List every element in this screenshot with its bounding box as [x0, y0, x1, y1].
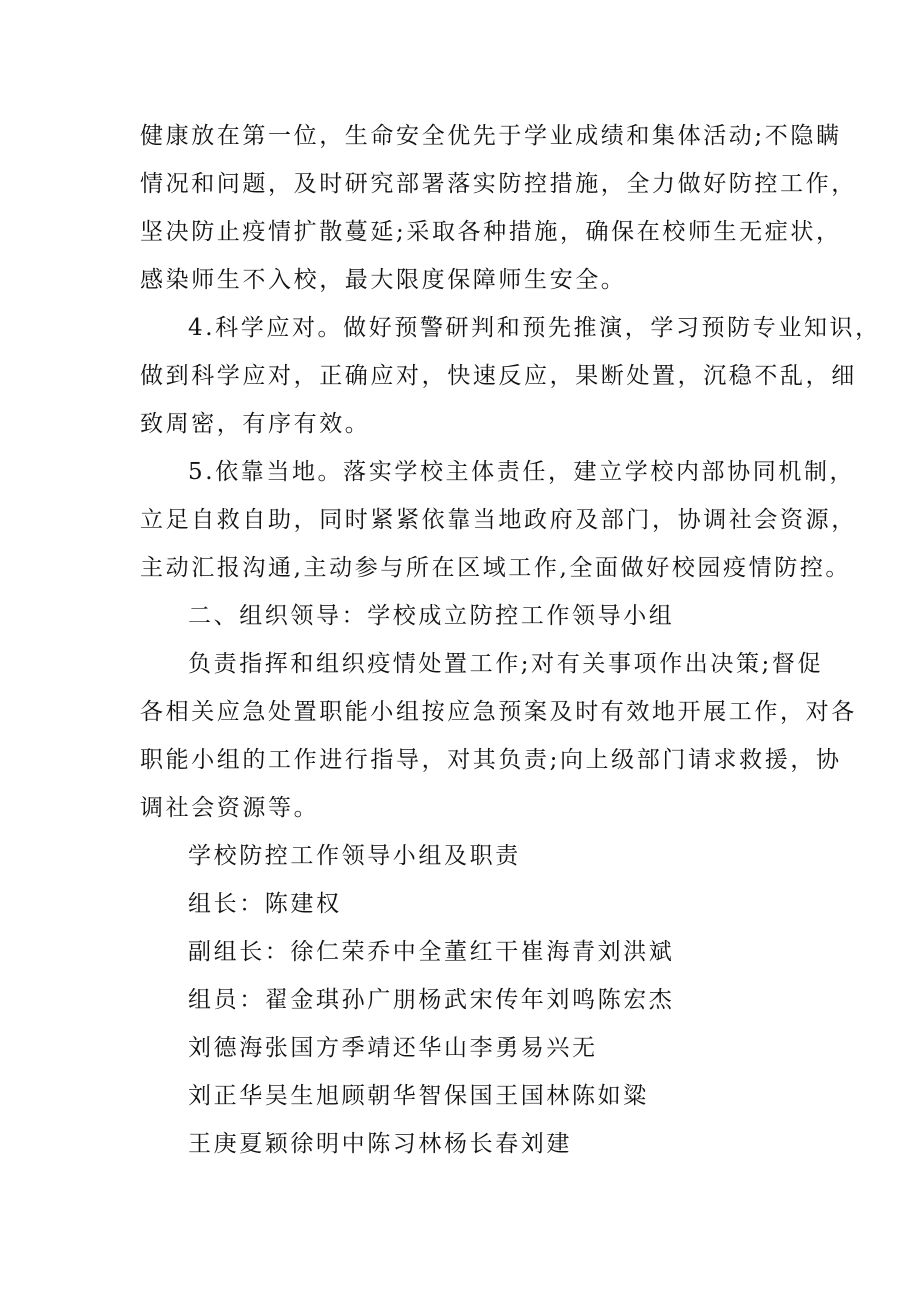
- text-line: 各相关应急处置职能小组按应急预案及时有效地开展工作，对各: [140, 699, 857, 725]
- text-line: 主动汇报沟通,主动参与所在区域工作,全面做好校园疫情防控。: [140, 555, 852, 581]
- text-line: 情况和问题，及时研究部署落实防控措施，全力做好防控工作，: [140, 171, 857, 197]
- members-line: 组员：翟金琪孙广朋杨武宋传年刘鸣陈宏杰: [188, 987, 675, 1013]
- text-line: 健康放在第一位，生命安全优先于学业成绩和集体活动;不隐瞒: [140, 123, 842, 149]
- text-line: 负责指挥和组织疫情处置工作;对有关事项作出决策;督促: [188, 651, 824, 677]
- text-line: 调社会资源等。: [140, 795, 320, 821]
- subsection-title: 学校防控工作领导小组及职责: [188, 843, 521, 869]
- members-line: 刘正华吴生旭顾朝华智保国王国林陈如粱: [188, 1083, 649, 1109]
- text-line: 职能小组的工作进行指导，对其负责;向上级部门请求救援，协: [140, 747, 842, 773]
- text-line: 立足自救自助，同时紧紧依靠当地政府及部门，协调社会资源，: [140, 507, 857, 533]
- members-line: 王庚夏颖徐明中陈习林杨长春刘建: [188, 1131, 572, 1157]
- leader-line: 组长：陈建权: [188, 891, 342, 917]
- text-line: 做到科学应对，正确应对，快速反应，果断处置，沉稳不乱，细: [140, 363, 857, 389]
- text-line: 5.依靠当地。落实学校主体责任，建立学校内部协同机制，: [188, 459, 856, 485]
- section-heading: 二、组织领导：学校成立防控工作领导小组: [188, 603, 675, 629]
- text-line: 4.科学应对。做好预警研判和预先推演，学习预防专业知识，: [188, 315, 881, 341]
- text-line: 致周密，有序有效。: [140, 411, 371, 437]
- text-line: 坚决防止疫情扩散蔓延;采取各种措施，确保在校师生无症状，: [140, 219, 842, 245]
- text-line: 感染师生不入校，最大限度保障师生安全。: [140, 267, 627, 293]
- members-line: 刘德海张国方季靖还华山李勇易兴无: [188, 1035, 598, 1061]
- deputy-leaders-line: 副组长：徐仁荣乔中全董红干崔海青刘洪斌: [188, 939, 675, 965]
